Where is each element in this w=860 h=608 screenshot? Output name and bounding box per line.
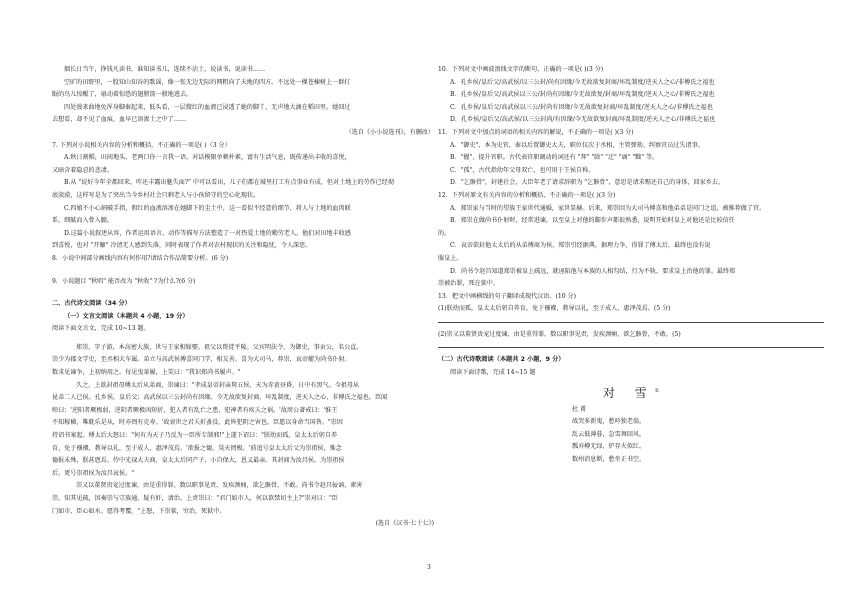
text-line: 德报未殊，朕甚恧焉。侍中光禄大夫商，皇太太后同产子，小自保大，恩义最亲。其封商为汝昌侯，为崇祖侯 — [52, 457, 345, 465]
text-line: 持诏书案起。傅太后大怒曰："何有为天子乃反为一臣所专制邪!"上遂下诏曰："朕幼而孤，皇太太后躬自养 — [52, 432, 338, 440]
text-line: C.四娘不小心割破手指，假红的血液溶渗在她脚下的尘土中，这一看似不经意的细节，将人与土地的血肉联 — [64, 204, 351, 212]
text-line: 又暗含着隐忍的悲凄。 — [52, 166, 113, 174]
text-line: D．孔乡侯/皇后父/高武侯/以三公封尚/有因缘/今无故欲复封商/坏乱制度/逆天人之心/非傅氏之福也 — [450, 116, 716, 124]
text-line: A．孔乡侯/皇后父/高武侯/以三公封/尚有因缘/今无故欲复封商/坏乱制度/逆天人之心/非傅氏之福也 — [450, 78, 715, 86]
text-line: 到喜悦，也对 "开镰" 冷清无人感到失落，同时表现了作者对农村现状的关注和隐忧，令人深思。 — [52, 242, 312, 250]
text-line: (1)朕幼而孤，皇太太后躬自养育，免于襁褓，教导以礼，至于成人，惠泽茂焉。(5 分) — [438, 305, 671, 313]
text-line: 13．把文中画横线的句子翻译成现代汉语。(10 分) — [438, 292, 576, 300]
section-heading: （一）文言文阅读（本题共 4 小题，19 分） — [64, 312, 189, 320]
text-line: 8．小说中间部分画线内容有何作用?请结合作品简要分析。(6 分) — [52, 254, 229, 262]
text-line: 四处漫来曲地免浑身脚秦起来，低头看，一层微红的血液已浸透了她的脚丫，无声地大滴在稻田里。她回过 — [64, 103, 351, 111]
text-line: 不知稼穑，唯耽乐是从，时亦罔有克寿。'故衰世之君夭折蚤没，此皆犯阴之害也。臣愿以身命当国咎。"崇因 — [52, 419, 343, 427]
text-line: 崇被治罪，死在狱中。 — [438, 280, 499, 288]
text-line: 服皇上。 — [438, 254, 463, 262]
poem-line: 乱云低薄暮，急雪舞回风。 — [572, 430, 646, 438]
text-line: C．孔乡侯/皇后父/高武侯以三公/封尚有因缘/今无故欲复封商/坏乱制度/逆天人之心/非傅氏之福也 — [450, 103, 713, 111]
text-line: 11．下列对文中加点的词语的相关内容的解说，不正确的一项是( )(3 分) — [438, 128, 634, 136]
answer-line — [438, 316, 824, 323]
text-line: A．"御史"，本为史官，秦以后置御史大夫，职位仅次于丞相，主管弹劾、纠察官员过失诸事。 — [450, 141, 704, 149]
question-section — [438, 64, 824, 380]
text-line: 后，更号崇祖侯为汝昌哀侯。" — [52, 469, 135, 477]
text-line: 师曰：'逆阳者厥极弱，逆阴者厥极凶短折，犯人者有乱亡之患，犯神者有疾夭之祸。'故周公著戒曰：'惟王 — [52, 406, 338, 414]
text-line: 底淡漠，这样写是为了突出当今乡村社会只剩老人与小孩留守的空心化现状。 — [52, 191, 260, 199]
text-line: 崇又以董贤贵宠过度谏，由是重得罪。数以职事见责，发疾颈痈，欲乞骸骨，不敢。尚书令赵昌佞讻，素害 — [76, 482, 363, 490]
text-line: (选自《汉书·七十七》) — [375, 520, 434, 528]
text-line: 眠的鸟儿惊醒了，扇动着惊恐的翅膀箭一般地逃去。 — [52, 91, 193, 99]
text-line: 昆弟二人已侯。孔乡侯，皇后父；高武侯以三公封尚有因缘。今无故欲复封商，坏乱制度，逆天人之心，非傅氏之福也。臣闻 — [52, 394, 388, 402]
text-line: B．"擢"，提升官职。古代表官职调动的词还有 "拜" "除" "迁" "谪" "黜" 等。 — [450, 154, 659, 162]
text-line: D．"乞骸骨"，封建社会，大臣年老了请求辞职为 "乞骸骨"，意思是请求赐还自己的身体，回家乡去。 — [450, 179, 724, 187]
text-line: 12．下列对原文有关内容的分析和概括，不正确的一项是( )(3 分) — [438, 191, 616, 199]
text-line: （选自《小小说选刊》，有删改） — [345, 128, 434, 136]
poem-line: 数州消息断，愁坐正书空。 — [572, 456, 646, 464]
poem-block — [438, 382, 824, 467]
text-line: 阅读下面文言文，完成 10~13 题。 — [52, 325, 150, 333]
text-line: 崇，知其见疏，因奏崇与宗族通，疑有奸，请治。上责崇曰："君门如市人，何以欲禁切主上?"崇对曰："臣 — [52, 495, 338, 502]
poem-author: 杜 甫 — [572, 405, 587, 413]
text-line: C．哀帝欲封他太太后的从弟傅商为侯，郑崇引经据典，据理力争，得罪了傅太后，最终也没有说 — [450, 242, 711, 250]
poem-line: 战哭多新鬼，愁吟独老翁。 — [572, 418, 646, 426]
poem-title: 对 雪① — [602, 385, 660, 400]
poem-line: 瓢弃樽无绿，炉存火似红。 — [572, 443, 646, 451]
text-line: 崇少为郡文学史，至丞相大车属。弟立与高武侯傅喜同门学，相友善。喜为大司马，荐崇，哀帝擢为尚书仆射。 — [52, 356, 351, 364]
text-line: A．郑崇家与当时的望族王家世代通婚，家世显赫。后来，郑崇因为大司马傅喜和他弟弟是同门之谊，被推荐做了官。 — [450, 204, 766, 212]
answer-line — [438, 341, 824, 348]
text-line: 门如市，臣心如水。愿得考覆。"上怒，下崇狱，穷治，死狱中。 — [52, 507, 226, 515]
spacer — [52, 288, 434, 298]
section-heading: （二）古代诗歌阅读（本题共 2 小题，9 分） — [438, 356, 565, 364]
text-line: 烟长日当午，挣钱凡读书，谁知读书儿，连续不沾土，说读书，说读书…… — [64, 66, 266, 73]
right-column — [438, 64, 824, 467]
section-heading: 二、古代诗文阅读（34 分） — [52, 300, 131, 308]
text-line: D.这篇小说叙述从容，作者运用语言、动作等描写方法塑造了一对热爱土地的勤劳老人，他们对田地丰收感 — [64, 229, 351, 237]
spacer — [52, 266, 434, 276]
text-line: C．"孤"，古代指幼年父母双亡，也可用于王侯自称。 — [450, 166, 595, 174]
poem-footnote-mark: ① — [654, 387, 660, 394]
text-line: 去想看，却不见了血痕，血早已溶渗土之中了…… — [52, 116, 187, 124]
text-line: B.从 "说好今年全都回来，咋还丰露出魅失面?" 中可以看出，儿子们都在城里打工有点事业有成，但对土地上的劳作已经彻 — [64, 179, 394, 187]
text-line: D．尚书令赵昌知道郑崇被皇上疏远，就诬陷他与本族的人相勾结，行为不轨，要求皇上治他的罪。最终郑 — [450, 267, 736, 275]
text-line: 空旷的田野里，一股知山知谷的歌谣，像一张无边无际的网粗向了天地的四方。不远处一棵苍楝树上一群打 — [64, 78, 351, 86]
text-line: (2)崇又以董贤贵宠过度谏，由是重得罪。数以职事见责，发疾颈痈，欲乞骸骨，不敢。(5) — [438, 330, 681, 338]
text-line: B．孔乡侯/皇后父/高武侯以三公/封尚有因缘/今无故欲复/封商/坏乱制度/逆天人之心/非傅氏之福也 — [450, 91, 715, 99]
text-line: 7. 下列对小说相关内容的分析和概括，不正确的一项是( )（3 分） — [52, 141, 231, 149]
text-line: 9．小说题目 "秋唱" 能否改为 "秋收" ?为什么?(6 分) — [52, 277, 196, 285]
page-number: 3 — [427, 564, 431, 571]
text-line: 系，细腻而入骨入髓。 — [52, 217, 113, 225]
text-line: 10．下列对文中画波浪线文字的断句，正确的一项是( )(3 分) — [438, 66, 604, 73]
text-line: 数求见谏争，上初纳用之。每见曳革履，上笑曰："我识郑尚书履声。" — [52, 369, 241, 377]
text-line: 育，免于襁褓，教导以礼，至于成人，惠泽茂焉。'欲报之德，昊天罔极。'前追号皇太太后父为崇祖侯，惟念 — [52, 444, 342, 452]
text-line: B．郑崇在做尚书仆射时，经常进谏，以至皇上对他的脚步声都很熟悉，说明开始时皇上对他还是比较信任 — [450, 217, 735, 225]
text-line: 的。 — [438, 229, 451, 237]
text-line: A.秋日割稻，田间地头，老两口你一言我一语，对话模限单顿朴素，富有生活气息，既传递出丰收的喜悦， — [64, 154, 351, 162]
text-line: 阅读下面诗歌，完成 14~15 题 — [450, 369, 536, 377]
text-line: 久之，上欲封祖母傅太后从弟商，崇谏曰："孝成皇帝封亲舅五侯，天为赤黄昼昏，日中有黑气。今祖母从 — [76, 381, 360, 389]
text-line: 郑崇，字子游，本高密大族，世与王家相嫁娶。祖父以资徙平陵。父宾明法令，为御史，事贡公，名公直。 — [76, 343, 363, 351]
left-column — [52, 64, 434, 531]
